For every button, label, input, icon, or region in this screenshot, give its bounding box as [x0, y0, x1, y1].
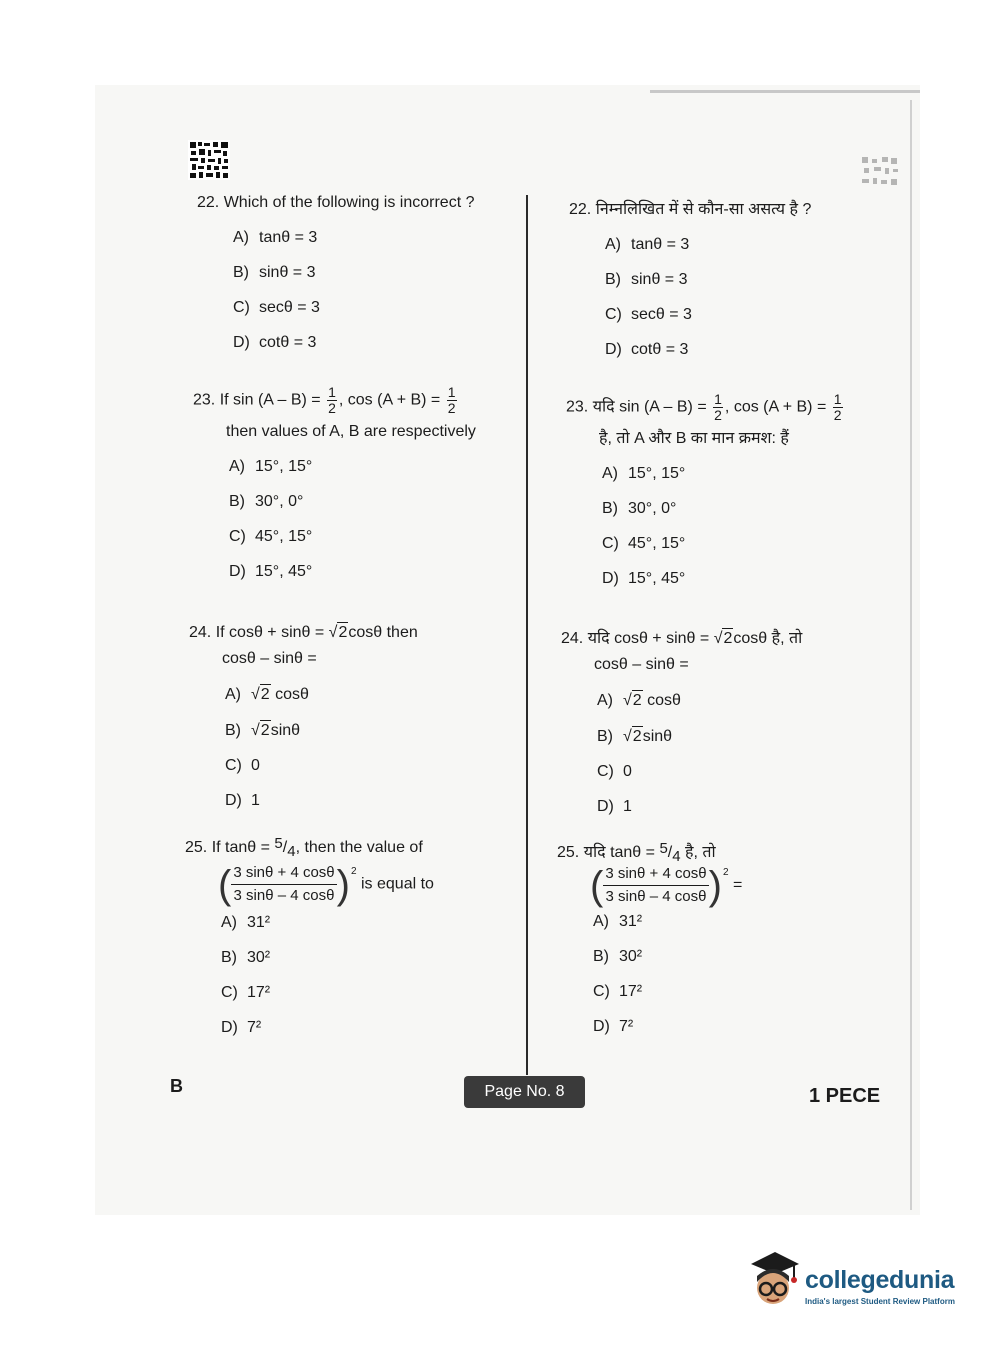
question-22-english: [197, 193, 474, 353]
option-a: A) 15°, 15°: [229, 458, 313, 475]
option-c: C) 0: [225, 757, 260, 774]
question-number: 22.: [197, 194, 220, 211]
option-b: B) 30²: [221, 949, 271, 966]
question-25-hindi: 25. यदि tanθ = 5/4 है, तो ( $\frac{3 \sin\theta + 4 \cos\theta}{3 \sin\theta - 4 \cos\theta}$ ) 2 = A) 31² B) 30² C) 17² D) 7²: [557, 840, 743, 1035]
option-b: B) sinθ = 3: [233, 264, 316, 281]
option-a: A) 15°, 15°: [602, 465, 686, 482]
option-c: C) 45°, 15°: [229, 528, 313, 545]
page-number-badge: Page No. 8: [464, 1076, 585, 1108]
option-d: D) 1: [225, 792, 260, 809]
set-code: B: [170, 1076, 183, 1096]
option-a: A) √2 cosθ: [225, 686, 309, 703]
option-d: D) cotθ = 3: [605, 341, 689, 358]
faded-qr-code-icon: [860, 155, 900, 191]
fraction: $\frac{1}{2}$: [833, 391, 842, 423]
option-c: C) 17²: [221, 984, 271, 1001]
option-a: A) tanθ = 3: [605, 236, 690, 253]
option-b: B) 30²: [593, 948, 643, 965]
question-number: 23.: [566, 398, 589, 416]
option-b: B) √2sinθ: [225, 722, 301, 739]
expression: ( $\frac{3 \sin\theta + 4 \cos\theta}{3 \sin\theta - 4 \cos\theta}$ ) 2 is equal to: [218, 862, 434, 907]
option-c: C) 0: [597, 763, 632, 780]
option-b: B) sinθ = 3: [605, 271, 688, 288]
option-b: B) 30°, 0°: [229, 493, 304, 510]
square-root: √2: [328, 624, 348, 641]
question-number: 23.: [193, 391, 216, 409]
fraction: $\frac{1}{2}$: [328, 384, 336, 416]
option-c: C) 17²: [593, 983, 643, 1000]
question-number: 24.: [561, 630, 584, 647]
question-continuation: cosθ – sinθ =: [594, 656, 689, 673]
collegedunia-logo: [745, 1250, 975, 1320]
slash-fraction: 5/4: [274, 835, 296, 860]
option-c: C) secθ = 3: [233, 299, 320, 316]
option-b: B) √2sinθ: [597, 728, 673, 745]
option-b: B) 30°, 0°: [602, 500, 677, 517]
question-23-hindi: 23. यदि sin (A – B) = $\frac{1}{2}$ , cos (A + B) = $\frac{1}{2}$ है, तो A और B का मान क्रमश: हैं A) 15°, 15° B) 30°, 0° C) 45°, 15° D) 15°, 45°: [566, 392, 845, 589]
question-24-hindi: 24. यदि cosθ + sinθ = √2cosθ है, तो cosθ – sinθ = A) √2 cosθ B) √2sinθ C) 0 D) 1: [561, 630, 803, 815]
fraction: $\frac{1}{2}$: [447, 384, 456, 416]
qr-code-icon: [188, 140, 230, 180]
question-number: 25.: [557, 844, 580, 861]
question-continuation: है, तो A और B का मान क्रमश: हैं: [599, 430, 789, 447]
option-d: D) 15°, 45°: [602, 570, 686, 587]
logo-wordmark: collegedunia: [805, 1266, 955, 1294]
option-c: C) 45°, 15°: [602, 535, 686, 552]
logo-tagline: India's largest Student Review Platform: [805, 1297, 955, 1306]
question-23-english: 23. If sin (A – B) = $\frac{1}{2}$ , cos (A + B) = $\frac{1}{2}$ then values of A, B are respectively A) 15°, 15° B) 30°, 0° C) 45°, 15° D) 15°, 45°: [193, 384, 476, 580]
option-d: D) 15°, 45°: [229, 563, 313, 580]
question-number: 25.: [185, 839, 208, 856]
student-mascot-icon: [745, 1250, 805, 1312]
square-root: √2: [713, 630, 733, 647]
question-number: 24.: [189, 624, 212, 641]
slash-fraction: 5/4: [659, 840, 681, 865]
option-d: D) 1: [597, 798, 632, 815]
question-25-english: 25. If tanθ = 5/4, then the value of ( $\frac{3 \sin\theta + 4 \cos\theta}{3 \sin\theta - 4 \cos\theta}$ ) 2 is equal to A) 31² B) 30² C) 17² D) 7²: [185, 835, 434, 1036]
question-continuation: cosθ – sinθ =: [222, 650, 317, 667]
scan-edge-top: [650, 90, 920, 93]
question-24-english: 24. If cosθ + sinθ = √2cosθ then cosθ – sinθ = A) √2 cosθ B) √2sinθ C) 0 D) 1: [189, 624, 418, 809]
paper-code: 1 PECE: [809, 1085, 881, 1107]
question-text: Which of the following is incorrect ?: [223, 194, 475, 211]
option-a: A) tanθ = 3: [233, 229, 318, 246]
expression: ( $\frac{3 \sin\theta + 4 \cos\theta}{3 \sin\theta - 4 \cos\theta}$ ) 2 =: [590, 863, 743, 908]
question-text: निम्नलिखित में से कौन-सा असत्य है ?: [595, 201, 812, 218]
option-c: C) secθ = 3: [605, 306, 692, 323]
scan-edge-right: [910, 100, 912, 1210]
option-a: A) 31²: [221, 914, 271, 931]
column-divider: [526, 195, 528, 1075]
option-d: D) 7²: [221, 1019, 262, 1036]
option-a: A) 31²: [593, 913, 643, 930]
fraction: $\frac{1}{2}$: [714, 391, 722, 423]
question-22-hindi: [569, 200, 811, 360]
question-continuation: then values of A, B are respectively: [226, 423, 476, 440]
question-number: 22.: [569, 201, 592, 218]
option-d: D) cotθ = 3: [233, 334, 317, 351]
option-d: D) 7²: [593, 1018, 634, 1035]
option-a: A) √2 cosθ: [597, 692, 681, 709]
